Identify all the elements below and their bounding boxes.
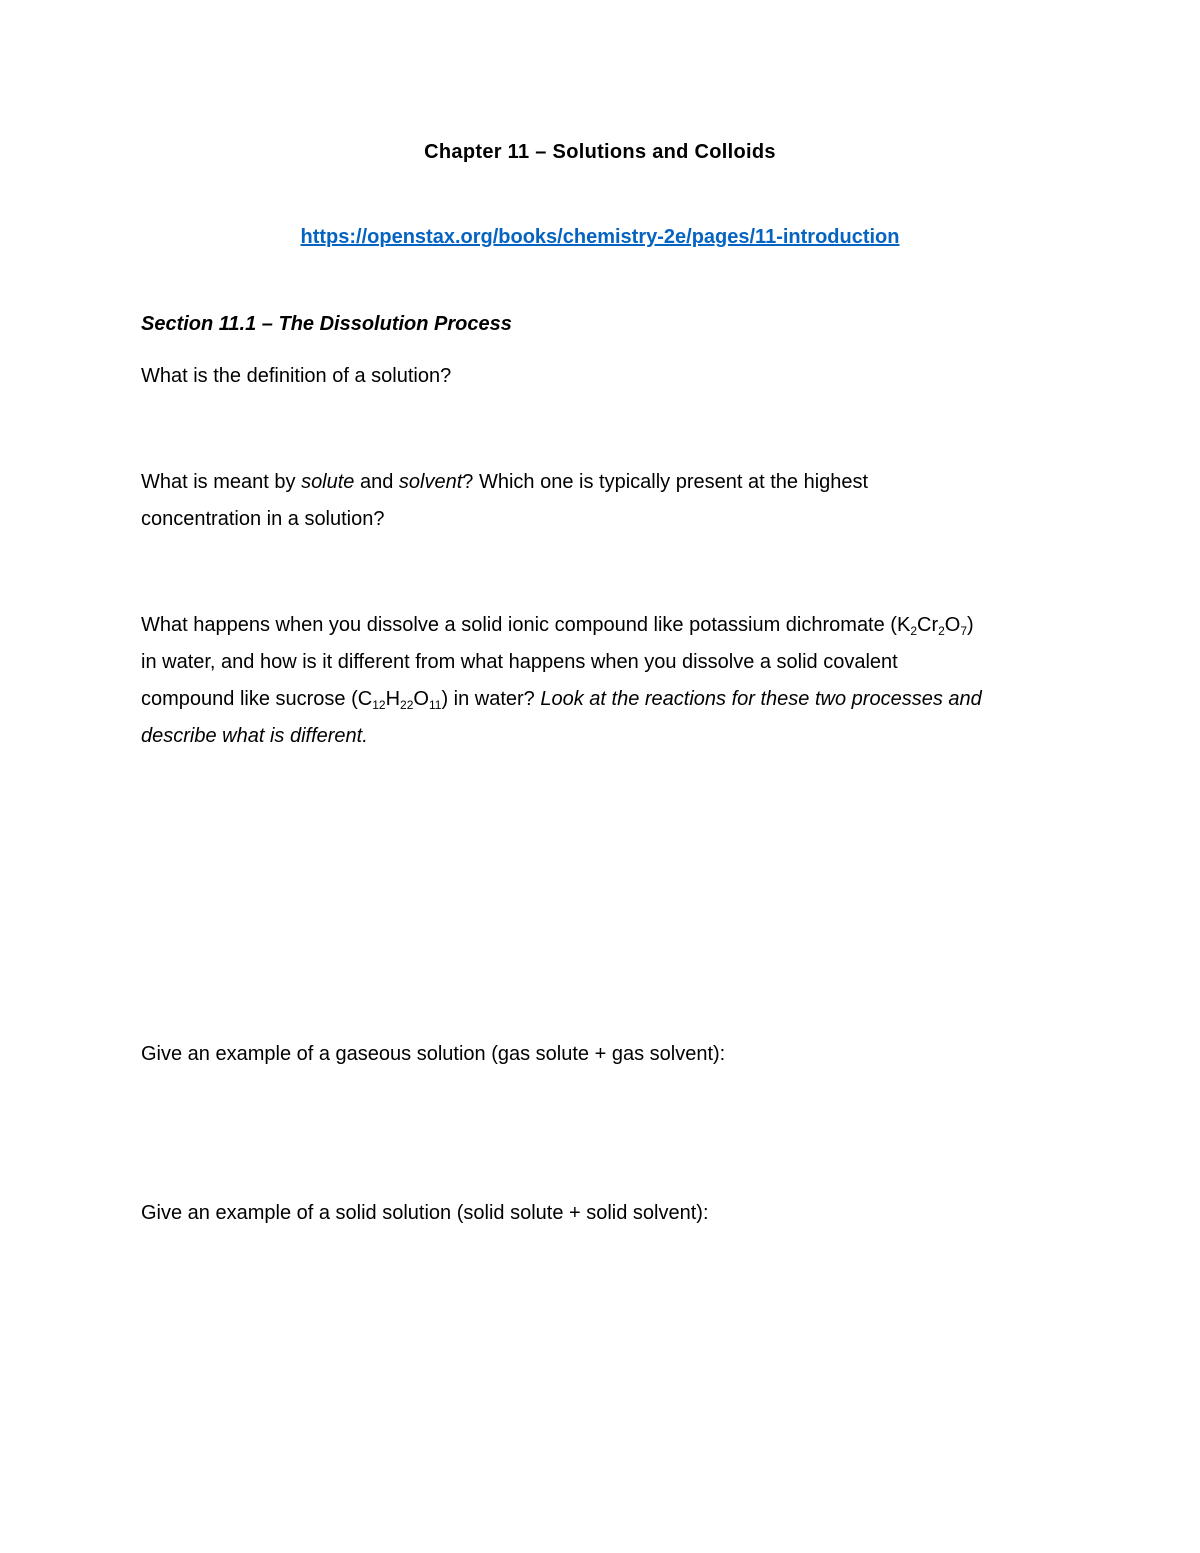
question-gaseous-solution: Give an example of a gaseous solution (gas solute + gas solvent): bbox=[141, 1043, 726, 1065]
q3-line3-italic: Look at the reactions for these two processes and bbox=[540, 688, 982, 710]
question-solute-solvent bbox=[141, 464, 1071, 538]
q2-text-a: What is meant by bbox=[141, 471, 302, 493]
openstax-link[interactable]: https://openstax.org/books/chemistry-2e/pages/11-introduction bbox=[300, 226, 900, 248]
q3-line4-italic: describe what is different. bbox=[141, 725, 368, 747]
q3-line4 bbox=[141, 718, 1071, 755]
q3-line3 bbox=[141, 681, 1071, 718]
term-solute: solute bbox=[301, 471, 355, 493]
section-heading bbox=[141, 306, 1071, 343]
q3-line3-text: compound like sucrose ( bbox=[141, 688, 358, 710]
question-solute-solvent-line1 bbox=[141, 464, 1071, 501]
q3-line2: in water, and how is it different from what happens when you dissolve a solid covalent bbox=[141, 651, 898, 673]
q3-line1-end: ) bbox=[967, 614, 974, 636]
q2-text-b: and bbox=[354, 471, 399, 493]
q3-line1-text: What happens when you dissolve a solid ionic compound like potassium dichromate ( bbox=[141, 614, 897, 636]
chapter-title: Chapter 11 – Solutions and Colloids bbox=[424, 141, 776, 163]
q3-line3-mid: ) in water? bbox=[441, 688, 541, 710]
question-solute-solvent-line2: concentration in a solution? bbox=[141, 508, 385, 530]
formula-potassium-dichromate: $K_2Cr_2O_7$ bbox=[896, 614, 968, 638]
term-solvent: solvent bbox=[398, 471, 463, 493]
question-solid-solution: Give an example of a solid solution (solid solute + solid solvent): bbox=[141, 1202, 709, 1224]
question-definition-of-solution: What is the definition of a solution? bbox=[141, 365, 452, 387]
q2-text-c: ? Which one is typically present at the highest bbox=[462, 471, 869, 493]
question-dissolution-comparison bbox=[141, 607, 1071, 755]
formula-sucrose: $C_{12}H_{22}O_{11}$ bbox=[357, 688, 442, 712]
section-heading-text: Section 11.1 – The Dissolution Process bbox=[141, 313, 512, 335]
q3-line1 bbox=[141, 607, 1071, 644]
